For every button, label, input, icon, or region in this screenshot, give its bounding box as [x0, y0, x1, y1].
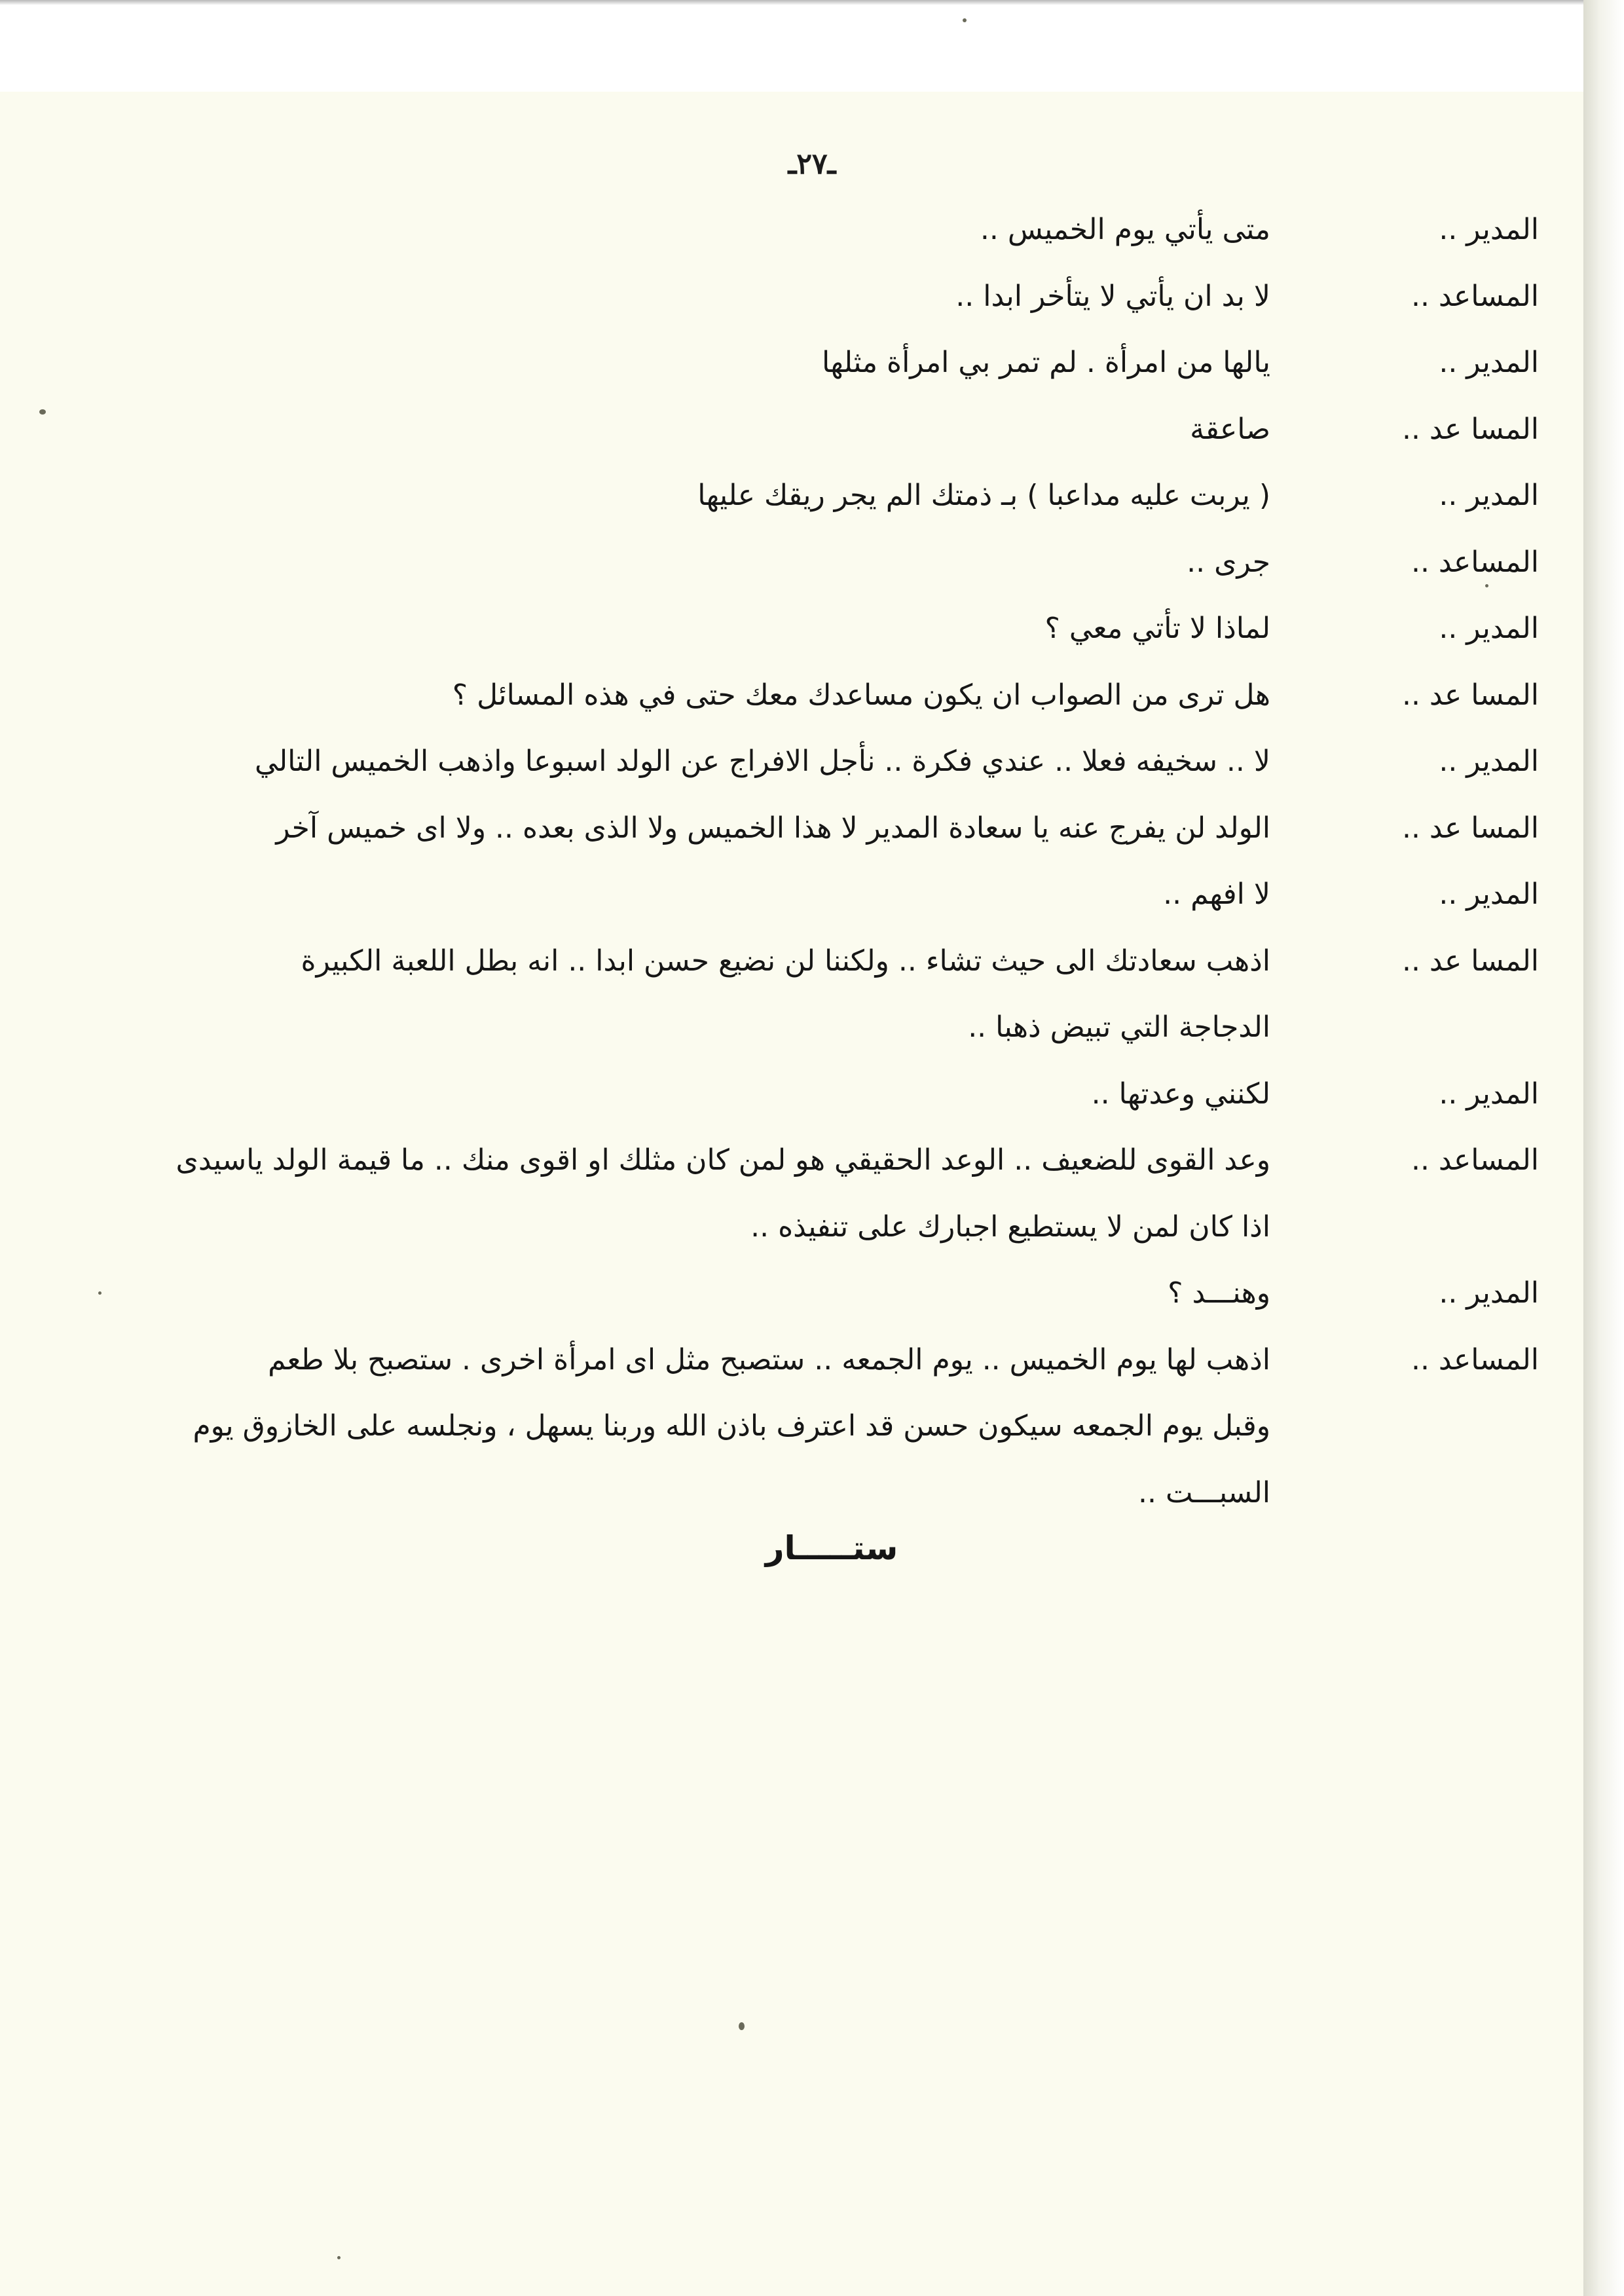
scan-speck: [98, 1291, 101, 1295]
scan-speck: [963, 18, 967, 22]
dialogue-text: جرى ..: [1187, 545, 1270, 579]
dialogue-line: [41, 662, 1624, 729]
speaker-name: المدير ..: [1439, 878, 1539, 911]
dialogue-text: صاعقة: [1190, 412, 1270, 446]
dialogue-text: السبـــت ..: [1138, 1475, 1270, 1509]
dialogue-text: الدجاجة التي تبيض ذهبا ..: [968, 1010, 1270, 1044]
speaker-name: المدير ..: [1439, 1276, 1539, 1310]
closing-curtain: ستـــــار: [765, 1529, 898, 1567]
speaker-name: المدير ..: [1439, 745, 1539, 778]
speaker-name: المسا عد ..: [1401, 811, 1539, 845]
dialogue-line: [41, 396, 1624, 463]
scan-speck: [739, 2022, 745, 2030]
dialogue-text: وهنـــد ؟: [1168, 1276, 1270, 1310]
scan-speck: [337, 2256, 341, 2259]
speaker-name: المدير ..: [1439, 612, 1539, 645]
dialogue-text: لماذا لا تأتي معي ؟: [1044, 612, 1270, 645]
dialogue-line: [41, 196, 1624, 263]
speaker-name: المسا عد ..: [1401, 412, 1539, 446]
speaker-name: المساعد ..: [1411, 1143, 1539, 1177]
dialogue-text: وقبل يوم الجمعه سيكون حسن قد اعترف باذن الله وربنا يسهل ، ونجلسه على الخازوق يوم: [193, 1409, 1270, 1443]
dialogue-line: [41, 861, 1624, 928]
dialogue-text: اذهب سعادتك الى حيث تشاء .. ولكننا لن نضيع حسن ابدا .. انه بطل اللعبة الكبيرة: [301, 944, 1270, 978]
dialogue-line: [41, 1127, 1624, 1194]
dialogue-line: [41, 994, 1624, 1061]
speaker-name: المدير ..: [1439, 479, 1539, 512]
speaker-name: المدير ..: [1439, 213, 1539, 246]
dialogue-line: [41, 595, 1624, 662]
dialogue-text: لا افهم ..: [1163, 878, 1270, 911]
page-number: ـ٢٧ـ: [788, 147, 836, 181]
dialogue-line: [41, 728, 1624, 795]
scan-speck: [1485, 584, 1488, 587]
dialogue-text: اذهب لها يوم الخميس .. يوم الجمعه .. ستصبح مثل اى امرأة اخرى . ستصبح بلا طعم: [268, 1342, 1270, 1377]
dialogue-text: لا بد ان يأتي لا يتأخر ابدا ..: [955, 279, 1270, 313]
dialogue-line: [41, 1061, 1624, 1128]
speaker-name: المساعد ..: [1411, 279, 1539, 313]
dialogue-text: يالها من امرأة . لم تمر بي امرأة مثلها: [821, 346, 1270, 379]
speaker-name: المسا عد ..: [1401, 678, 1539, 712]
dialogue-line: [41, 928, 1624, 995]
dialogue-script: [41, 196, 1624, 1526]
speaker-name: المساعد ..: [1411, 1342, 1539, 1377]
dialogue-line: [41, 1393, 1624, 1460]
dialogue-line: [41, 329, 1624, 396]
dialogue-text: متى يأتي يوم الخميس ..: [980, 213, 1270, 246]
dialogue-text: لكنني وعدتها ..: [1091, 1077, 1270, 1111]
speaker-name: المسا عد ..: [1401, 944, 1539, 978]
scan-speck: [39, 409, 46, 415]
dialogue-text: ( يربت عليه مداعبا ) بـ ذمتك الم يجر ريقك عليها: [697, 479, 1270, 512]
dialogue-line: [41, 1260, 1624, 1327]
scan-top-edge: [0, 0, 1598, 5]
dialogue-text: لا .. سخيفه فعلا .. عندي فكرة .. نأجل الافراج عن الولد اسبوعا واذهب الخميس التالي: [255, 745, 1270, 778]
dialogue-text: اذا كان لمن لا يستطيع اجبارك على تنفيذه ..: [750, 1210, 1270, 1244]
dialogue-line: [41, 1460, 1624, 1527]
dialogue-line: [41, 1327, 1624, 1394]
dialogue-line: [41, 1194, 1624, 1261]
dialogue-line: [41, 529, 1624, 596]
speaker-name: المدير ..: [1439, 1077, 1539, 1111]
dialogue-text: وعد القوى للضعيف .. الوعد الحقيقي هو لمن كان مثلك او اقوى منك .. ما قيمة الولد ياسيدى: [175, 1143, 1270, 1177]
dialogue-text: الولد لن يفرج عنه يا سعادة المدير لا هذا الخميس ولا الذى بعده .. ولا اى خميس آخر: [276, 811, 1270, 845]
dialogue-line: [41, 263, 1624, 330]
dialogue-line: [41, 795, 1624, 862]
dialogue-line: [41, 462, 1624, 529]
speaker-name: المساعد ..: [1411, 545, 1539, 579]
dialogue-text: هل ترى من الصواب ان يكون مساعدك معك حتى في هذه المسائل ؟: [452, 678, 1270, 712]
speaker-name: المدير ..: [1439, 346, 1539, 379]
